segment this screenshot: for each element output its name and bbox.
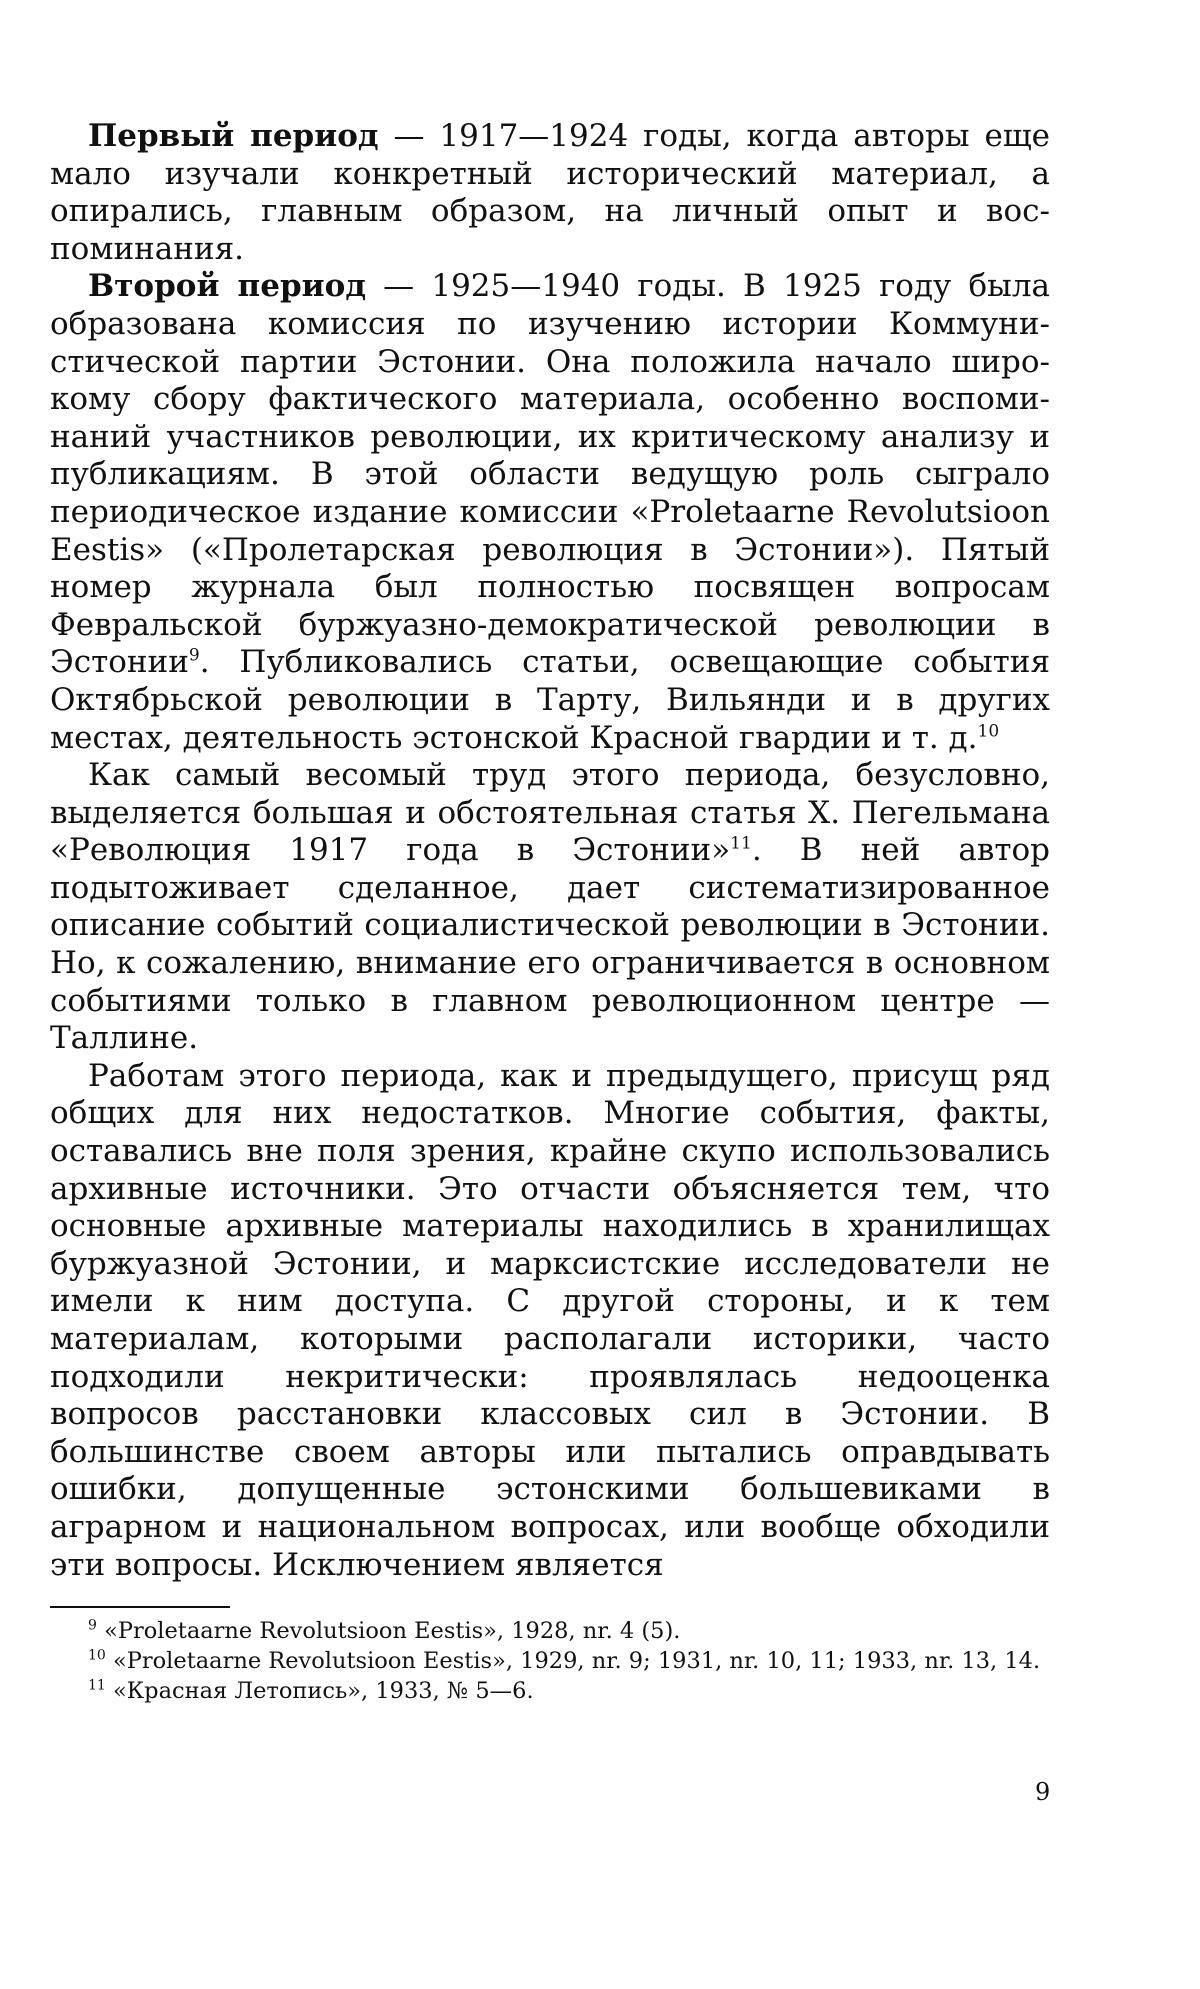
first-period-text: — 1917—1924 годы, когда авторы еще мало изучали конкретный исторический материал, а опирались, главным образом, на личный опыт и воспоминания. bbox=[50, 118, 1050, 267]
footnote-ref-11: 11 bbox=[730, 833, 752, 854]
book-page bbox=[50, 118, 1050, 1706]
footnote-number: 11 bbox=[88, 1677, 106, 1694]
shortcomings-text: Работам этого периода, как и предыдущего, присущ ряд общих для них недостатков. Многие события, факты, оставались вне поля зрения, крайне скупо использовались архивные источники. Это отчасти объясняется тем, что основные архивные материалы находились в хранилищах буржуазной Эстонии, и марксистские исследователи не имели к ним доступа. С другой стороны, и к тем материалам, которыми располагали историки, часто подходили некритически: проявлялась недооценка вопросов расстановки классовых сил в Эстонии. В большинстве своем авторы или пытались оправдывать ошибки, допущенные эстонскими большевиками в аграрном и национальном вопросах, или вообще обходили эти вопросы. Исключением является bbox=[50, 1057, 1050, 1583]
pegelman-text-continued: . В ней автор подытоживает сделанное, дает систематизированное описание событий социалистической революции в Эстонии. Но, к сожалению, внимание его ограничивается в основном событиями только в главном революционном центре — Таллине. bbox=[50, 832, 1050, 1057]
footnote-text: «Красная Летопись», 1933, № 5—6. bbox=[105, 1678, 534, 1705]
second-period-text-continued: . Публиковались статьи, освещающие события Октябрьской революции в Тарту, Вильянди и в других местах, деятельность эстонской Красной гвардии и т. д. bbox=[50, 644, 1050, 756]
paragraph-shortcomings bbox=[50, 1058, 1050, 1584]
second-period-text: — 1925—1940 годы. В 1925 году была образована комиссия по изучению истории Коммунистической партии Эстонии. Она положила начало широкому сбору фактического материала, особенно воспоминаний участников революции, их критическому анализу и публикациям. В этой области ведущую роль сыграло периодическое издание комиссии «Proletaarne Revolutsioon Eestis» («Пролетарская революция в Эстонии»). Пятый номер журнала был полностью посвящен вопросам Февральской буржуазно-демократической революции в Эстонии bbox=[50, 268, 1050, 681]
footnote-text: «Proletaarne Revolutsioon Eestis», 1929, nr. 9; 1931, nr. 10, 11; 1933, nr. 13, 14. bbox=[105, 1648, 1041, 1675]
first-period-heading: Первый период bbox=[88, 118, 379, 154]
paragraph-pegelman-article bbox=[50, 757, 1050, 1058]
footnote-ref-9: 9 bbox=[188, 645, 200, 666]
footnote-10 bbox=[50, 1646, 1050, 1676]
paragraph-first-period bbox=[50, 118, 1050, 268]
footnote-divider bbox=[50, 1606, 230, 1608]
pegelman-text: Как самый весомый труд этого периода, безусловно, выделяется большая и обстоятельная статья Х. Пегельмана «Революция 1917 года в Эстонии» bbox=[50, 757, 1050, 869]
footnote-text: «Proletaarne Revolutsioon Eestis», 1928, nr. 4 (5). bbox=[96, 1618, 681, 1645]
page-number: 9 bbox=[1035, 1778, 1051, 1806]
footnote-number: 10 bbox=[88, 1647, 106, 1664]
footnote-ref-10: 10 bbox=[977, 721, 1000, 742]
footnote-number: 9 bbox=[88, 1617, 97, 1634]
paragraph-second-period bbox=[50, 268, 1050, 757]
footnote-11 bbox=[50, 1676, 1050, 1706]
second-period-heading: Второй период bbox=[88, 268, 366, 305]
footnote-9 bbox=[50, 1616, 1050, 1646]
